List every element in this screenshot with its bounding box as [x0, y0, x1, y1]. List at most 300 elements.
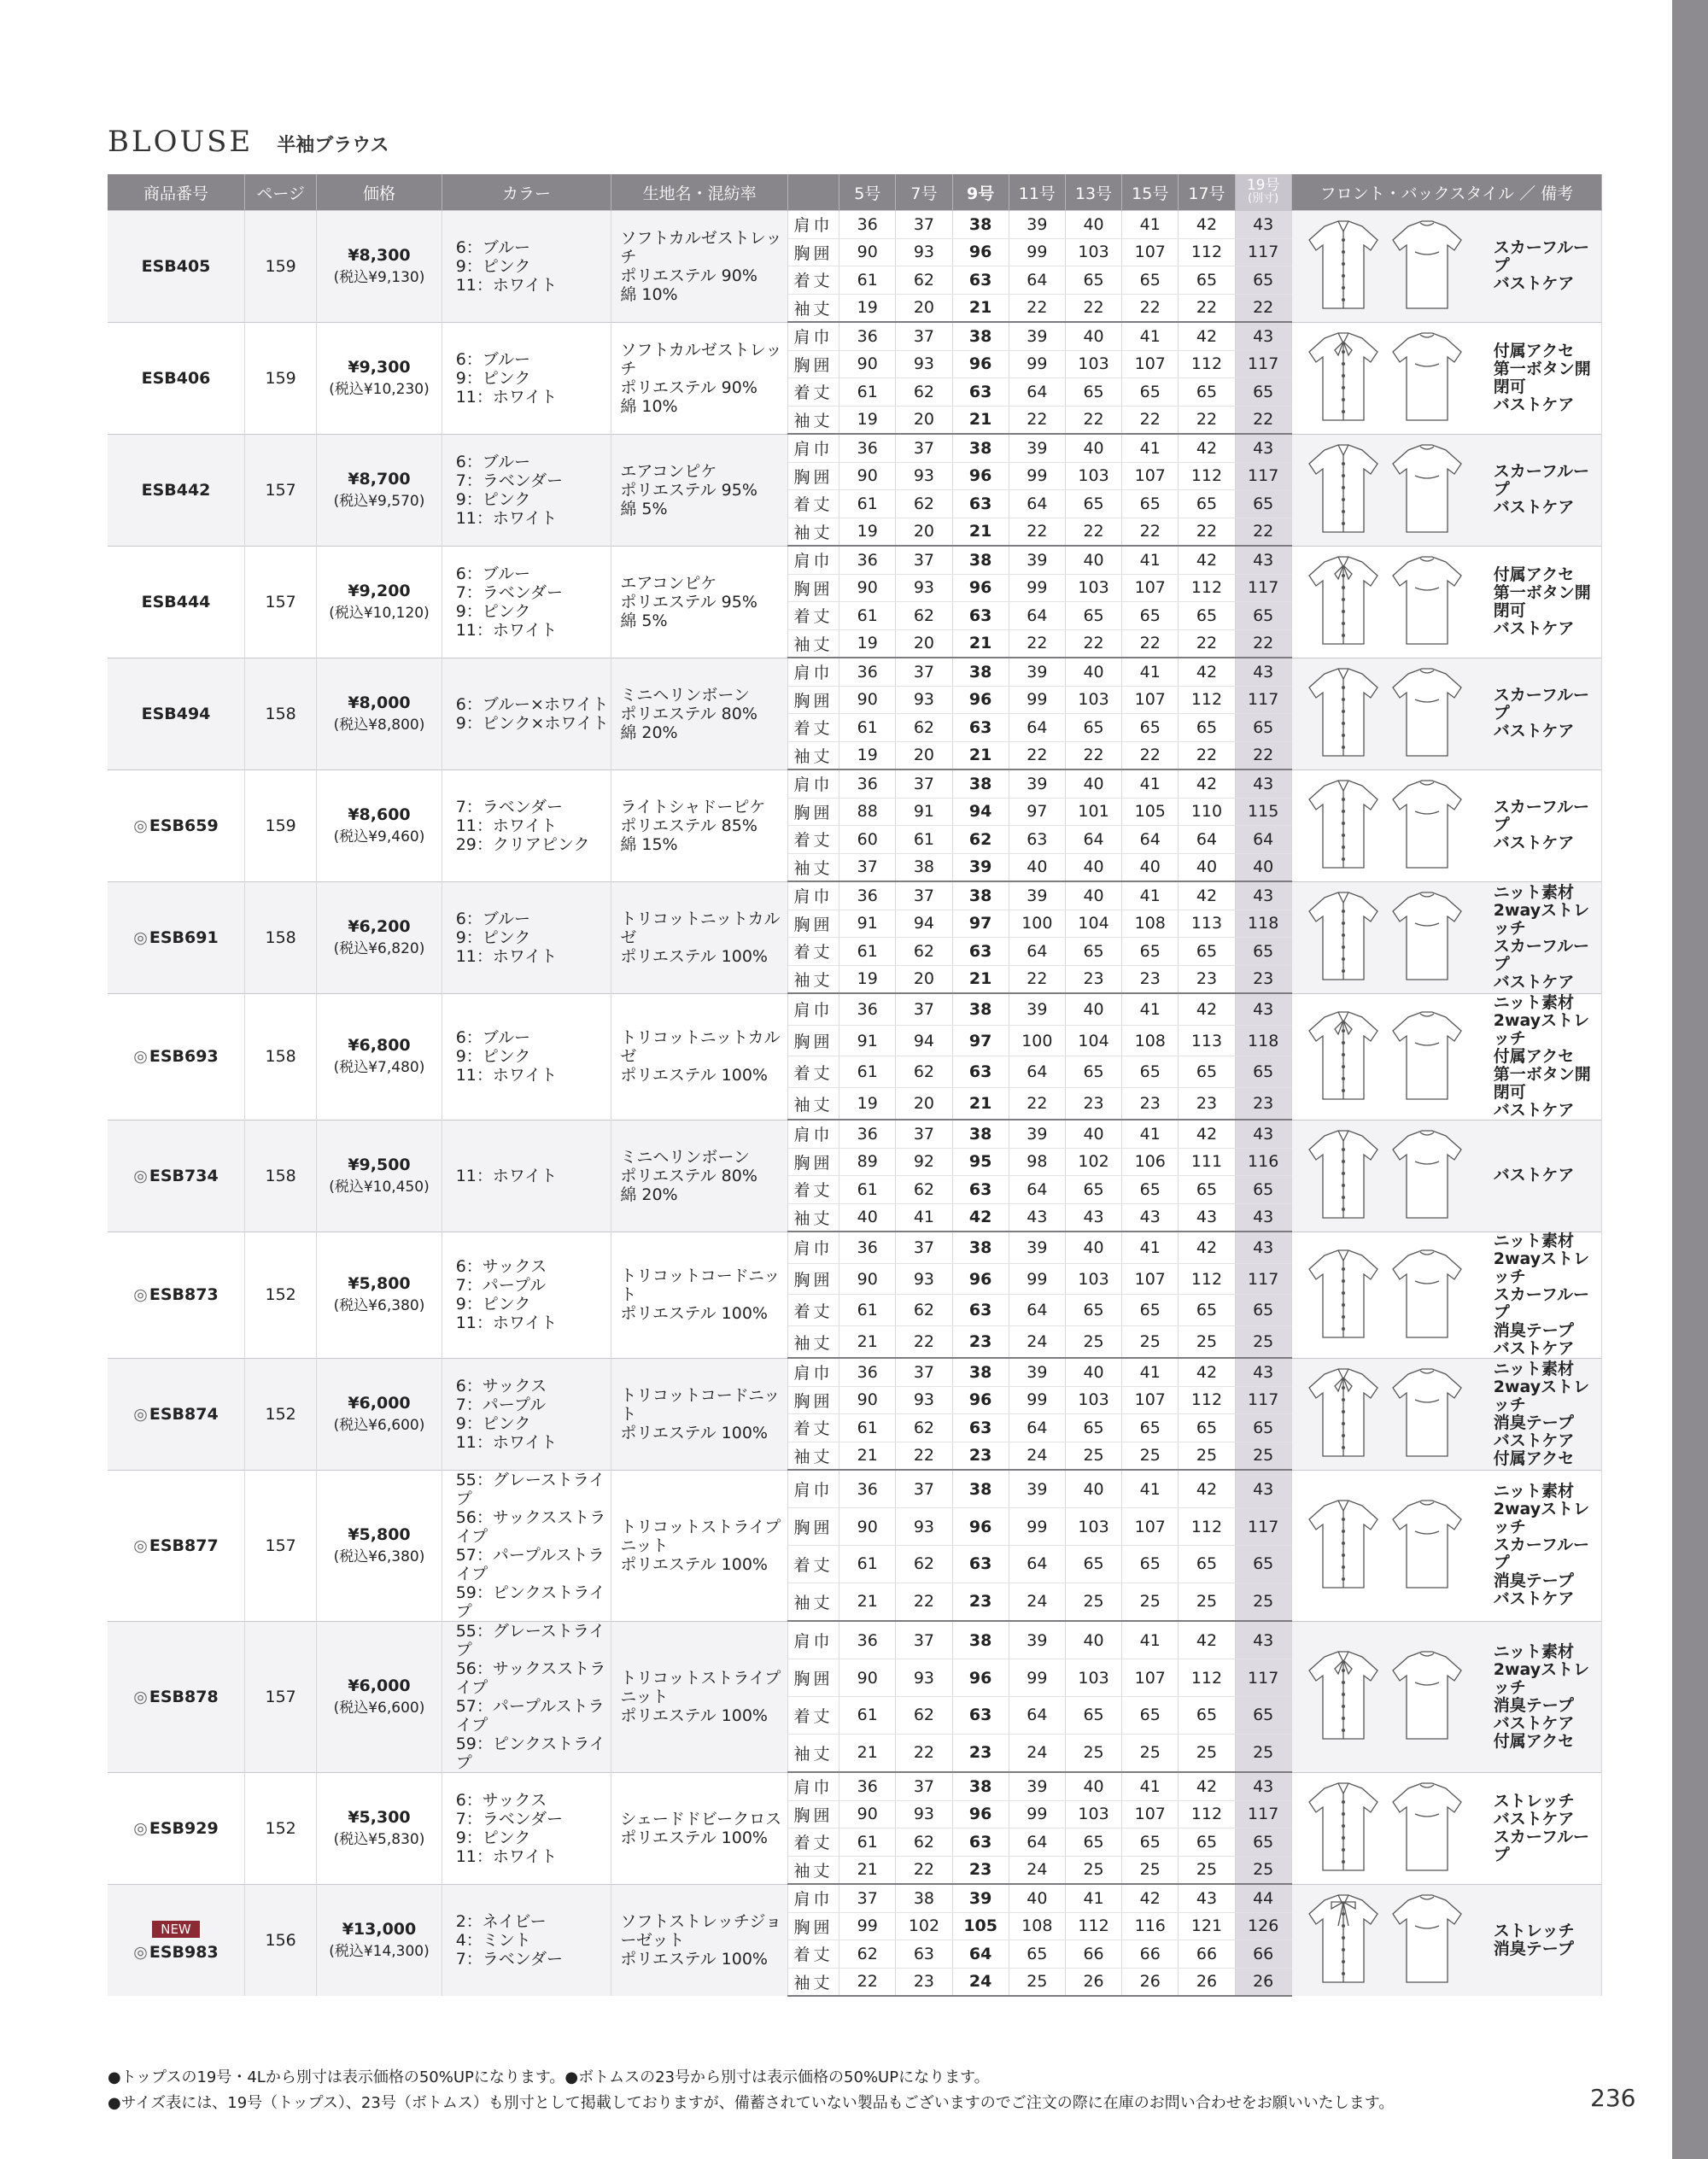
size-19-value: 117: [1235, 574, 1291, 602]
size-value: 41: [1122, 211, 1179, 239]
size-value: 23: [896, 1968, 952, 1996]
note-item: 第一ボタン開閉可: [1493, 359, 1591, 396]
size-value: 39: [1009, 211, 1065, 239]
size-value: 65: [1065, 1056, 1121, 1088]
note-item: バストケア: [1493, 1713, 1575, 1733]
size-value: 64: [1009, 1828, 1065, 1857]
note-item: バストケア: [1493, 395, 1575, 414]
color-option: 9：ピンク: [455, 927, 531, 947]
size-value: 19: [839, 965, 896, 993]
measure-label: 袖丈: [787, 1856, 839, 1884]
size-value: 90: [839, 686, 896, 714]
size-value: 105: [952, 1912, 1009, 1940]
size-value: 63: [952, 266, 1009, 295]
size-19-value: 117: [1235, 350, 1291, 378]
notes-list: [1494, 566, 1601, 638]
size-value: 41: [1122, 1120, 1179, 1148]
size-value: 65: [1065, 938, 1121, 966]
size-19-value: 65: [1235, 714, 1291, 742]
size-value: 63: [952, 602, 1009, 630]
color-option: 9：ピンク: [455, 489, 531, 509]
size-value: 20: [896, 741, 952, 769]
size-value: 93: [896, 238, 952, 266]
fabric-info: [611, 1621, 788, 1772]
double-circle-icon: ◎: [133, 1047, 148, 1066]
measure-label: 着丈: [787, 1414, 839, 1442]
product-code-cell: [108, 1120, 245, 1232]
size-value: 99: [1009, 462, 1065, 490]
size-value: 62: [896, 938, 952, 966]
size-value: 96: [952, 686, 1009, 714]
size-value: 39: [1009, 322, 1065, 350]
size-19-value: 118: [1235, 910, 1291, 938]
new-badge: NEW: [152, 1921, 200, 1938]
color-option: 2：ネイビー: [455, 1911, 547, 1931]
size-value: 99: [1009, 238, 1065, 266]
measure-label: 胸囲: [787, 1800, 839, 1828]
measure-label: 肩巾: [787, 1232, 839, 1263]
size-value: 22: [1122, 629, 1179, 658]
size-value: 39: [1009, 881, 1065, 910]
size-value: 62: [896, 714, 952, 742]
note-item: 消臭テープ: [1493, 1571, 1574, 1590]
size-value: 22: [1065, 629, 1121, 658]
note-item: 付属アクセ: [1493, 341, 1575, 360]
size-value: 41: [1122, 1358, 1179, 1386]
size-value: 42: [1179, 993, 1235, 1025]
size-value: 61: [839, 1414, 896, 1442]
size-value: 65: [1009, 1940, 1065, 1969]
price: ¥5,800: [348, 1274, 411, 1293]
notes-list: [1494, 342, 1601, 414]
footnote-line: ●サイズ表には、19号（トップス）、23号（ボトムス）も別寸として掲載しておりますが、備蓄されていない製品もございますのでご注文の際に在庫のお問い合わせをお願いいたします。: [108, 2094, 1395, 2112]
color-list: [442, 1470, 611, 1621]
fabric-info: [611, 881, 788, 993]
fabric-line: トリコットストライプニット: [620, 1517, 781, 1555]
measure-label: 着丈: [787, 1176, 839, 1204]
price-with-tax: (税込¥6,380): [333, 1548, 425, 1565]
measure-label: 着丈: [787, 1056, 839, 1088]
measure-label: 袖丈: [787, 853, 839, 881]
size-value: 97: [952, 1025, 1009, 1056]
style-notes-cell: [1291, 546, 1601, 658]
color-option: 9：ピンク: [455, 1295, 531, 1314]
size-value: 90: [839, 1386, 896, 1414]
size-19-value: 43: [1235, 658, 1291, 686]
size-value: 65: [1065, 378, 1121, 407]
size-value: 37: [896, 1772, 952, 1800]
style-notes-cell: [1291, 1120, 1601, 1232]
fabric-line: トリコットニットカルゼ: [620, 1028, 781, 1066]
size-value: 25: [1065, 1583, 1121, 1621]
price: ¥9,500: [348, 1155, 411, 1174]
notes-list: [1494, 687, 1601, 740]
fabric-line: ポリエステル 95%: [620, 480, 757, 500]
size-value: 38: [896, 1884, 952, 1912]
price-with-tax: (税込¥6,600): [333, 1699, 425, 1717]
size-value: 93: [896, 1659, 952, 1697]
fabric-line: 綿 20%: [620, 1185, 678, 1204]
fabric-line: ポリエステル 90%: [620, 266, 757, 285]
size-value: 40: [1065, 853, 1121, 881]
size-value: 96: [952, 1659, 1009, 1697]
measure-label: 袖丈: [787, 629, 839, 658]
measure-label: 肩巾: [787, 434, 839, 462]
color-list: [442, 211, 611, 323]
color-option: 6：サックス: [455, 1790, 547, 1810]
size-value: 91: [896, 798, 952, 826]
blouse-sketch-icon: [1292, 1122, 1480, 1229]
size-value: 112: [1179, 238, 1235, 266]
size-value: 21: [952, 518, 1009, 546]
style-notes-cell: [1291, 322, 1601, 434]
note-item: スカーフループ: [1493, 936, 1590, 974]
color-option: 11：ホワイト: [455, 1432, 558, 1452]
size-value: 25: [1065, 1856, 1121, 1884]
color-option: 6：ブルー: [455, 349, 531, 369]
size-value: 39: [1009, 546, 1065, 574]
size-value: 103: [1065, 1659, 1121, 1697]
color-list: [442, 1120, 611, 1232]
price-with-tax: (税込¥5,830): [333, 1830, 425, 1848]
size-value: 22: [1122, 294, 1179, 322]
size-value: 36: [839, 993, 896, 1025]
size-value: 41: [1122, 881, 1179, 910]
size-value: 90: [839, 1800, 896, 1828]
size-value: 42: [1179, 1232, 1235, 1263]
color-option: 11：ホワイト: [455, 1066, 558, 1085]
size-value: 90: [839, 462, 896, 490]
color-option: 6：サックス: [455, 1376, 547, 1395]
header-measure: [787, 174, 839, 211]
size-value: 63: [952, 714, 1009, 742]
measure-label: 袖丈: [787, 1734, 839, 1772]
size-value: 65: [1179, 266, 1235, 295]
color-option: 11：ホワイト: [455, 387, 558, 407]
product-code-cell: [108, 658, 245, 769]
size-value: 65: [1065, 1828, 1121, 1857]
fabric-line: ソフトストレッチジョーゼット: [620, 1911, 782, 1950]
color-option: 59：ピンクストライプ: [455, 1583, 605, 1621]
price-with-tax: (税込¥6,820): [333, 939, 425, 957]
size-value: 98: [1009, 1148, 1065, 1176]
size-value: 41: [1122, 1621, 1179, 1659]
size-value: 64: [1122, 826, 1179, 854]
fabric-line: トリコットコードニット: [620, 1385, 781, 1424]
size-value: 40: [1179, 853, 1235, 881]
fabric-line: ポリエステル 100%: [620, 1706, 768, 1725]
size-value: 42: [1179, 1470, 1235, 1508]
catalog-page: 159: [245, 211, 317, 323]
fabric-info: [611, 993, 788, 1120]
note-item: スカーフループ: [1493, 238, 1590, 276]
size-value: 107: [1122, 1386, 1179, 1414]
size-value: 21: [952, 1088, 1009, 1120]
size-19-value: 116: [1235, 1148, 1291, 1176]
size-19-value: 25: [1235, 1583, 1291, 1621]
size-value: 60: [839, 826, 896, 854]
fabric-info: [611, 1120, 788, 1232]
size-19-value: 115: [1235, 798, 1291, 826]
size-19-value: 43: [1235, 1621, 1291, 1659]
size-value: 41: [1122, 993, 1179, 1025]
color-option: 11：ホワイト: [455, 1846, 558, 1866]
color-list: [442, 769, 611, 881]
size-value: 65: [1065, 1696, 1121, 1734]
size-value: 63: [952, 490, 1009, 518]
size-value: 23: [952, 1583, 1009, 1621]
measure-label: 胸囲: [787, 1025, 839, 1056]
note-item: バストケア: [1493, 1166, 1575, 1185]
note-item: ニット素材: [1493, 1231, 1575, 1250]
notes-list: [1494, 994, 1601, 1120]
size-value: 110: [1179, 798, 1235, 826]
size-value: 65: [1122, 1414, 1179, 1442]
product-code-cell: [108, 434, 245, 546]
size-value: 24: [1009, 1442, 1065, 1470]
size-value: 22: [1179, 741, 1235, 769]
color-option: 11：ホワイト: [455, 816, 558, 835]
size-value: 38: [952, 1232, 1009, 1263]
price-cell: [317, 993, 442, 1120]
header-page: ページ: [245, 174, 317, 211]
product-code-cell: [108, 881, 245, 993]
size-19-value: 23: [1235, 1088, 1291, 1120]
size-value: 20: [896, 406, 952, 434]
size-value: 41: [1122, 658, 1179, 686]
size-value: 65: [1122, 714, 1179, 742]
size-19-value: 43: [1235, 881, 1291, 910]
blouse-sketch-icon: [1292, 660, 1480, 767]
notes-list: [1494, 1483, 1601, 1608]
size-value: 25: [1122, 1583, 1179, 1621]
size-value: 38: [952, 322, 1009, 350]
measure-label: 着丈: [787, 266, 839, 295]
size-value: 40: [1065, 658, 1121, 686]
measure-label: 袖丈: [787, 965, 839, 993]
size-value: 93: [896, 350, 952, 378]
size-value: 63: [952, 1545, 1009, 1583]
size-value: 63: [952, 1696, 1009, 1734]
size-value: 22: [1009, 741, 1065, 769]
size-value: 25: [1122, 1734, 1179, 1772]
note-item: ニット素材: [1493, 992, 1575, 1012]
size-value: 65: [1122, 1545, 1179, 1583]
style-wrapper: [1292, 994, 1601, 1120]
size-value: 40: [1065, 769, 1121, 798]
color-list: [442, 1232, 611, 1358]
size-value: 26: [1065, 1968, 1121, 1996]
size-value: 25: [1179, 1442, 1235, 1470]
price-with-tax: (税込¥9,570): [333, 492, 425, 510]
size-value: 25: [1179, 1734, 1235, 1772]
header-size-19-label: 19号: [1246, 177, 1280, 194]
size-value: 20: [896, 294, 952, 322]
size-19-value: 118: [1235, 1025, 1291, 1056]
size-value: 42: [1179, 658, 1235, 686]
notes-list: [1494, 239, 1601, 293]
catalog-page: 157: [245, 1470, 317, 1621]
price-cell: [317, 1621, 442, 1772]
size-value: 94: [896, 1025, 952, 1056]
style-wrapper: [1292, 548, 1601, 655]
size-value: 103: [1065, 686, 1121, 714]
measure-label: 肩巾: [787, 322, 839, 350]
size-value: 113: [1179, 1025, 1235, 1056]
size-value: 37: [896, 1232, 952, 1263]
style-notes-cell: [1291, 1470, 1601, 1621]
size-value: 37: [896, 881, 952, 910]
size-19-value: 117: [1235, 1800, 1291, 1828]
measure-label: 袖丈: [787, 518, 839, 546]
fabric-info: [611, 1884, 788, 1996]
page-number: 236: [1590, 2084, 1636, 2112]
size-value: 19: [839, 294, 896, 322]
size-19-value: 65: [1235, 602, 1291, 630]
size-19-value: 25: [1235, 1442, 1291, 1470]
size-value: 90: [839, 1263, 896, 1295]
price: ¥6,800: [348, 1036, 411, 1055]
size-value: 25: [1179, 1326, 1235, 1358]
size-value: 38: [952, 1470, 1009, 1508]
size-19-value: 117: [1235, 1659, 1291, 1697]
size-value: 112: [1179, 1508, 1235, 1546]
size-value: 108: [1122, 1025, 1179, 1056]
fabric-line: ミニヘリンボーン: [620, 1147, 750, 1167]
size-19-value: 43: [1235, 211, 1291, 239]
color-option: 9：ピンク: [455, 1413, 531, 1433]
size-value: 39: [1009, 993, 1065, 1025]
size-value: 62: [896, 1176, 952, 1204]
size-value: 65: [1122, 490, 1179, 518]
size-value: 37: [896, 1621, 952, 1659]
color-list: [442, 993, 611, 1120]
fabric-line: トリコットコードニット: [620, 1267, 781, 1304]
size-value: 65: [1179, 1696, 1235, 1734]
size-19-value: 65: [1235, 378, 1291, 407]
product-code-cell: [108, 1621, 245, 1772]
size-value: 40: [839, 1203, 896, 1232]
size-value: 121: [1179, 1912, 1235, 1940]
measure-label: 胸囲: [787, 1912, 839, 1940]
size-value: 43: [1065, 1203, 1121, 1232]
size-value: 62: [896, 1056, 952, 1088]
size-19-value: 22: [1235, 518, 1291, 546]
measure-label: 肩巾: [787, 1884, 839, 1912]
note-item: 2wayストレッチ: [1493, 900, 1590, 938]
size-value: 38: [952, 769, 1009, 798]
note-item: 消臭テープ: [1493, 1320, 1574, 1340]
color-list: [442, 881, 611, 993]
size-19-value: 117: [1235, 1386, 1291, 1414]
product-code: ESB494: [141, 704, 211, 723]
size-value: 104: [1065, 1025, 1121, 1056]
size-value: 103: [1065, 1800, 1121, 1828]
size-value: 41: [1122, 1232, 1179, 1263]
size-value: 108: [1009, 1912, 1065, 1940]
size-value: 40: [1009, 853, 1065, 881]
blouse-sketch-icon: [1292, 1360, 1480, 1467]
size-19-value: 65: [1235, 1176, 1291, 1204]
size-19-value: 43: [1235, 1470, 1291, 1508]
size-value: 19: [839, 1088, 896, 1120]
size-value: 36: [839, 546, 896, 574]
size-value: 103: [1065, 574, 1121, 602]
product-code-cell: [108, 1884, 245, 1996]
table-row: [108, 769, 1602, 798]
product-code: ESB693: [149, 1047, 219, 1066]
size-value: 65: [1122, 1056, 1179, 1088]
size-value: 99: [1009, 574, 1065, 602]
size-value: 40: [1065, 434, 1121, 462]
size-value: 99: [1009, 1263, 1065, 1295]
size-value: 38: [952, 1358, 1009, 1386]
size-19-value: 26: [1235, 1968, 1291, 1996]
fabric-line: ポリエステル 100%: [620, 1423, 768, 1442]
size-19-value: 22: [1235, 406, 1291, 434]
size-19-value: 43: [1235, 546, 1291, 574]
measure-label: 袖丈: [787, 1203, 839, 1232]
note-item: 付属アクセ: [1493, 1448, 1575, 1468]
size-value: 25: [1122, 1442, 1179, 1470]
size-value: 100: [1009, 1025, 1065, 1056]
size-19-value: 126: [1235, 1912, 1291, 1940]
size-value: 65: [1065, 602, 1121, 630]
style-wrapper: [1292, 884, 1601, 992]
product-code: ESB983: [149, 1942, 219, 1962]
size-value: 64: [1009, 1056, 1065, 1088]
size-value: 64: [1009, 1176, 1065, 1204]
size-value: 90: [839, 350, 896, 378]
style-notes-cell: [1291, 1621, 1601, 1772]
notes-list: [1494, 884, 1601, 992]
fabric-line: ポリエステル 85%: [620, 816, 757, 835]
size-value: 104: [1065, 910, 1121, 938]
price: ¥8,300: [348, 245, 411, 265]
header-code: 商品番号: [108, 174, 245, 211]
size-value: 61: [839, 490, 896, 518]
blouse-sketch-icon: [1292, 1003, 1480, 1110]
product-code-cell: [108, 546, 245, 658]
size-value: 63: [952, 1056, 1009, 1088]
size-value: 42: [1179, 211, 1235, 239]
product-code: ESB877: [149, 1536, 219, 1555]
size-value: 65: [1065, 266, 1121, 295]
size-value: 36: [839, 1232, 896, 1263]
size-value: 91: [839, 1025, 896, 1056]
catalog-page: 157: [245, 1621, 317, 1772]
measure-label: 胸囲: [787, 1386, 839, 1414]
price-with-tax: (税込¥7,480): [333, 1059, 425, 1076]
size-19-value: 25: [1235, 1326, 1291, 1358]
size-value: 22: [1009, 629, 1065, 658]
note-item: 消臭テープ: [1493, 1695, 1574, 1715]
measure-label: 胸囲: [787, 462, 839, 490]
fabric-line: 綿 5%: [620, 499, 668, 518]
color-option: 7：ラベンダー: [455, 1949, 564, 1969]
note-item: バストケア: [1493, 1589, 1575, 1608]
price-with-tax: (税込¥10,120): [329, 604, 430, 622]
color-list: [442, 434, 611, 546]
size-value: 96: [952, 1800, 1009, 1828]
note-item: ニット素材: [1493, 1359, 1575, 1378]
size-value: 43: [1009, 1203, 1065, 1232]
size-19-value: 117: [1235, 686, 1291, 714]
size-value: 25: [1179, 1583, 1235, 1621]
size-value: 65: [1122, 266, 1179, 295]
size-value: 65: [1179, 1056, 1235, 1088]
size-value: 62: [896, 1295, 952, 1326]
